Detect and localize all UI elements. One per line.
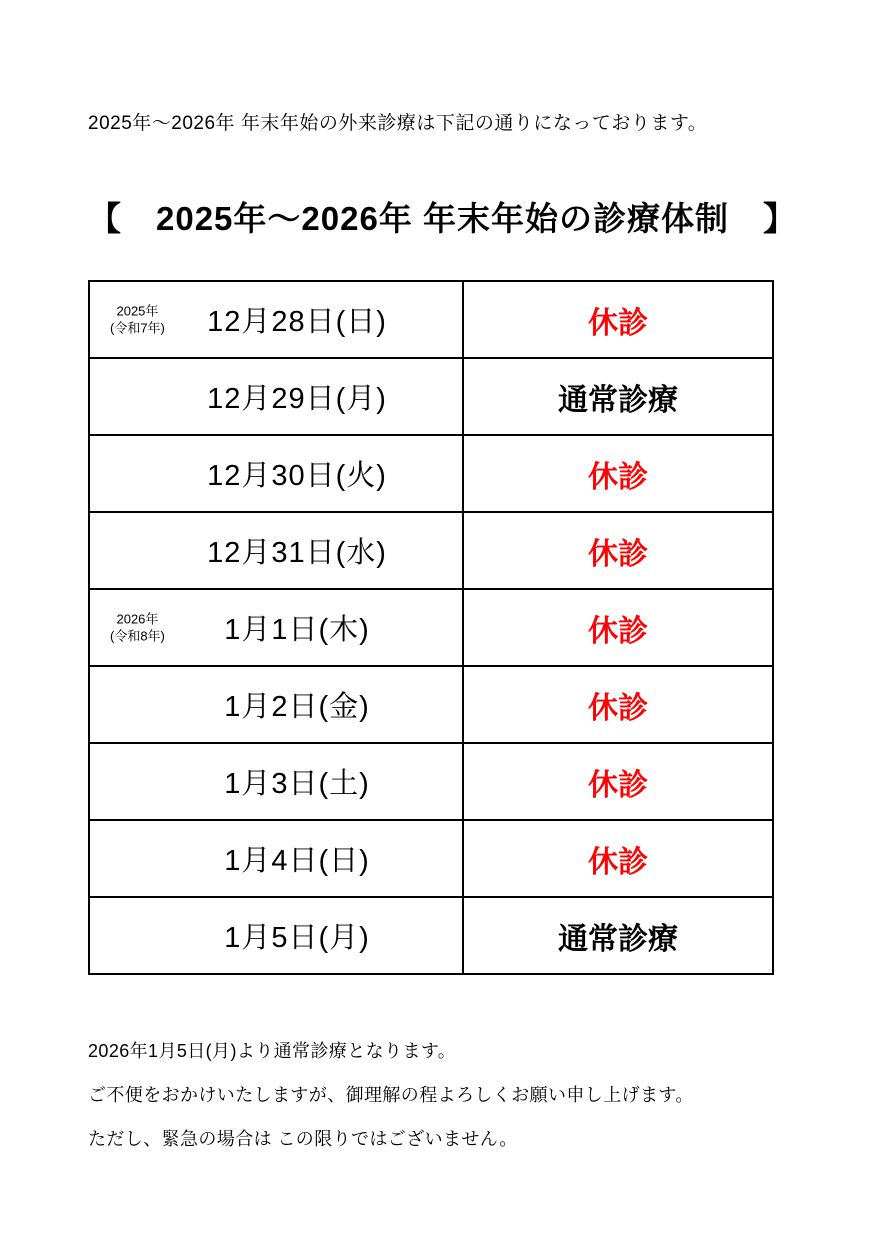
page-title: 【 2025年～2026年 年末年始の診療体制 】 bbox=[88, 200, 797, 237]
status-badge: 休診 bbox=[588, 306, 648, 340]
schedule-table-body bbox=[89, 281, 773, 974]
date-label: 1月5日(月) bbox=[224, 922, 370, 954]
status-badge: 休診 bbox=[588, 460, 648, 494]
status-badge: 休診 bbox=[588, 691, 648, 725]
status-cell bbox=[463, 897, 773, 974]
status-badge: 休診 bbox=[588, 537, 648, 571]
date-label: 12月28日(日) bbox=[207, 306, 387, 338]
date-label: 1月1日(木) bbox=[224, 614, 370, 646]
status-badge: 休診 bbox=[588, 768, 648, 802]
table-row bbox=[89, 589, 773, 666]
status-cell bbox=[463, 743, 773, 820]
table-row bbox=[89, 512, 773, 589]
date-label: 12月31日(水) bbox=[207, 537, 387, 569]
date-cell bbox=[89, 512, 463, 589]
date-cell bbox=[89, 281, 463, 358]
date-label: 1月3日(土) bbox=[224, 768, 370, 800]
date-cell bbox=[89, 589, 463, 666]
date-cell bbox=[89, 820, 463, 897]
date-cell bbox=[89, 666, 463, 743]
table-row bbox=[89, 358, 773, 435]
date-cell bbox=[89, 897, 463, 974]
year-label: 2026年 (令和8年) bbox=[110, 610, 165, 644]
schedule-table bbox=[88, 280, 774, 975]
table-row bbox=[89, 666, 773, 743]
date-label: 12月29日(月) bbox=[207, 383, 387, 415]
table-row bbox=[89, 743, 773, 820]
footer-notes bbox=[88, 1029, 792, 1161]
date-label: 1月2日(金) bbox=[224, 691, 370, 723]
note-line: 2026年1月5日(月)より通常診療となります。 bbox=[88, 1041, 457, 1061]
date-label: 1月4日(日) bbox=[224, 845, 370, 877]
table-row bbox=[89, 897, 773, 974]
note-line: ただし、緊急の場合は この限りではございません。 bbox=[88, 1129, 518, 1150]
table-row bbox=[89, 820, 773, 897]
date-cell bbox=[89, 358, 463, 435]
status-cell bbox=[463, 666, 773, 743]
status-badge: 休診 bbox=[588, 845, 648, 879]
status-badge: 休診 bbox=[588, 614, 648, 648]
status-cell bbox=[463, 281, 773, 358]
year-label: 2025年 (令和7年) bbox=[110, 302, 165, 336]
status-cell bbox=[463, 358, 773, 435]
date-cell bbox=[89, 743, 463, 820]
intro-text: 2025年～2026年 年末年始の外来診療は下記の通りになっております。 bbox=[88, 113, 708, 134]
table-row bbox=[89, 281, 773, 358]
date-label: 12月30日(火) bbox=[207, 460, 387, 492]
status-badge: 通常診療 bbox=[558, 383, 678, 417]
date-cell bbox=[89, 435, 463, 512]
note-line: ご不便をおかけいたしますが、御理解の程よろしくお願い申し上げます。 bbox=[88, 1085, 694, 1106]
status-cell bbox=[463, 820, 773, 897]
status-cell bbox=[463, 589, 773, 666]
status-cell bbox=[463, 512, 773, 589]
status-cell bbox=[463, 435, 773, 512]
table-row bbox=[89, 435, 773, 512]
status-badge: 通常診療 bbox=[558, 922, 678, 956]
